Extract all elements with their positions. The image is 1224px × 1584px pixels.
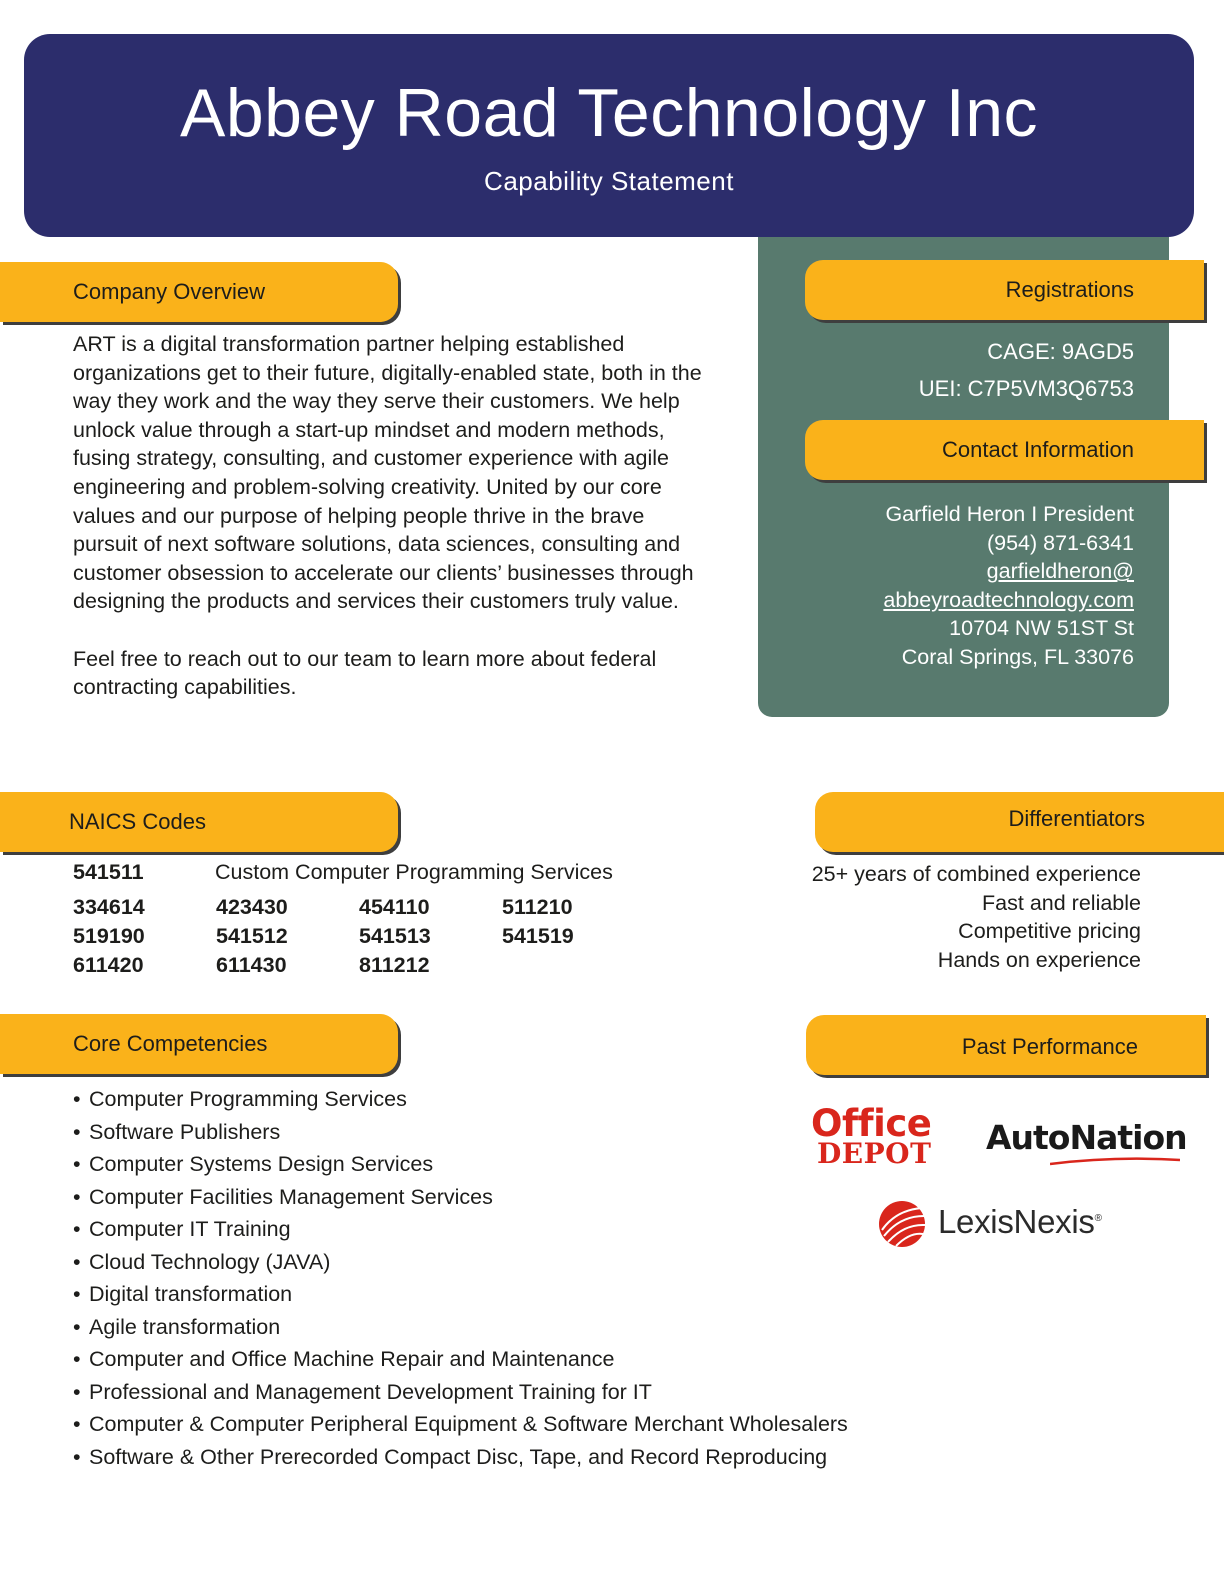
naics-primary-description: Custom Computer Programming Services bbox=[215, 860, 613, 884]
naics-code: 423430 bbox=[216, 895, 288, 919]
company-title: Abbey Road Technology Inc bbox=[179, 75, 1039, 151]
competency-label: Computer Systems Design Services bbox=[89, 1152, 434, 1176]
bullet-icon: • bbox=[73, 1444, 81, 1469]
header-banner bbox=[24, 34, 1194, 237]
bullet-icon: • bbox=[73, 1249, 81, 1274]
office-depot-logo-top: Office bbox=[811, 1102, 932, 1145]
naics-code: 541512 bbox=[216, 924, 288, 948]
cage-code: CAGE: 9AGD5 bbox=[987, 339, 1134, 364]
list-item bbox=[73, 1311, 848, 1344]
bullet-icon: • bbox=[73, 1119, 81, 1144]
list-item bbox=[73, 1116, 848, 1149]
email-line: garfieldheron@ bbox=[986, 559, 1134, 584]
bullet-icon: • bbox=[73, 1282, 81, 1306]
naics-code-grid bbox=[73, 893, 645, 980]
competency-label: Agile transformation bbox=[89, 1314, 281, 1339]
bullet-icon: • bbox=[73, 1379, 81, 1404]
naics-heading: NAICS Codes bbox=[0, 792, 398, 852]
bullet-icon: • bbox=[73, 1347, 81, 1371]
competency-label: Professional and Management Development Training for IT bbox=[89, 1379, 652, 1404]
document-subtitle: Capability Statement bbox=[484, 166, 734, 196]
naics-primary-code: 541511 bbox=[73, 860, 144, 884]
core-competencies-list bbox=[73, 1083, 848, 1473]
contact-city: Coral Springs, FL 33076 bbox=[901, 644, 1134, 669]
naics-code: 611420 bbox=[73, 953, 144, 977]
lexisnexis-wordmark: LexisNexis bbox=[938, 1203, 1095, 1240]
competency-label: Computer Programming Services bbox=[89, 1087, 407, 1111]
list-item bbox=[73, 1213, 848, 1246]
naics-code: 511210 bbox=[502, 895, 573, 919]
naics-code: 541513 bbox=[359, 924, 431, 948]
naics-code: 519190 bbox=[73, 924, 145, 948]
registered-mark: ® bbox=[1094, 1213, 1102, 1224]
naics-code: 454110 bbox=[359, 895, 430, 919]
registrations-heading: Registrations bbox=[805, 260, 1204, 320]
email-line: abbeyroadtechnology.com bbox=[883, 587, 1134, 612]
bullet-icon: • bbox=[73, 1152, 81, 1176]
differentiator-item: Competitive pricing bbox=[958, 919, 1141, 944]
overview-paragraph: Feel free to reach out to our team to learn more about federal contracting capabilities. bbox=[73, 646, 657, 700]
naics-code: 541519 bbox=[502, 924, 574, 948]
contact-details bbox=[883, 500, 1134, 672]
list-item bbox=[73, 1246, 848, 1279]
naics-primary-row bbox=[73, 860, 613, 885]
differentiator-item: Fast and reliable bbox=[982, 890, 1141, 915]
company-overview-heading: Company Overview bbox=[0, 262, 398, 322]
list-item bbox=[73, 1148, 848, 1181]
competency-label: Software & Other Prerecorded Compact Disc, Tape, and Record Reproducing bbox=[89, 1444, 828, 1469]
naics-code: 611430 bbox=[216, 953, 287, 977]
bullet-icon: • bbox=[73, 1217, 81, 1241]
competency-label: Computer & Computer Peripheral Equipment & Software Merchant Wholesalers bbox=[89, 1412, 848, 1436]
list-item bbox=[73, 1376, 848, 1409]
competency-label: Computer IT Training bbox=[89, 1217, 291, 1241]
bullet-icon: • bbox=[73, 1412, 81, 1436]
competency-label: Computer Facilities Management Services bbox=[89, 1184, 493, 1209]
uei-code: UEI: C7P5VM3Q6753 bbox=[918, 376, 1134, 401]
contact-street: 10704 NW 51ST St bbox=[949, 616, 1134, 641]
contact-name: Garfield Heron I President bbox=[885, 502, 1134, 526]
competency-label: Cloud Technology (JAVA) bbox=[89, 1249, 331, 1274]
list-item bbox=[73, 1441, 848, 1474]
bullet-icon: • bbox=[73, 1087, 81, 1111]
differentiators-list bbox=[812, 860, 1141, 974]
autonation-logo: AutoNation bbox=[986, 1118, 1187, 1157]
list-item bbox=[73, 1343, 848, 1376]
list-item bbox=[73, 1181, 848, 1214]
differentiator-item: Hands on experience bbox=[937, 947, 1141, 972]
competency-label: Computer and Office Machine Repair and Maintenance bbox=[89, 1347, 615, 1371]
lexisnexis-logo bbox=[938, 1203, 1102, 1241]
company-overview-text bbox=[73, 330, 703, 730]
contact-email-link[interactable] bbox=[883, 557, 1134, 614]
competency-label: Digital transformation bbox=[89, 1282, 293, 1306]
competency-label: Software Publishers bbox=[89, 1119, 281, 1144]
differentiators-heading: Differentiators bbox=[815, 792, 1224, 852]
overview-paragraph: ART is a digital transformation partner helping established organizations get to their future, digitally-enabled state, both in the way they work and the way they serve their customers. We help unlock value through a start-up mindset and modern methods, fusing strategy, consulting, and customer experience with agile engineering and problem-solving creativity. United by our core values and our purpose of helping people thrive in the brave pursuit of next software solutions, data sciences, consulting and customer obsession to accelerate our clients’ businesses through designing the products and services their customers truly value. bbox=[73, 332, 702, 614]
lexisnexis-mark-icon bbox=[876, 1200, 928, 1248]
contact-phone: (954) 871-6341 bbox=[986, 530, 1134, 555]
list-item bbox=[73, 1408, 848, 1441]
bullet-icon: • bbox=[73, 1184, 81, 1209]
contact-heading: Contact Information bbox=[805, 420, 1204, 480]
differentiator-item: 25+ years of combined experience bbox=[811, 862, 1141, 886]
office-depot-logo-bottom: DEPOT bbox=[817, 1137, 932, 1170]
naics-code: 334614 bbox=[73, 895, 145, 919]
past-performance-heading: Past Performance bbox=[806, 1015, 1206, 1075]
core-competencies-heading: Core Competencies bbox=[0, 1014, 398, 1074]
list-item bbox=[73, 1278, 848, 1311]
bullet-icon: • bbox=[73, 1314, 81, 1339]
naics-code: 811212 bbox=[359, 953, 430, 977]
autonation-swoosh-icon bbox=[1050, 1156, 1180, 1166]
list-item bbox=[73, 1083, 848, 1116]
